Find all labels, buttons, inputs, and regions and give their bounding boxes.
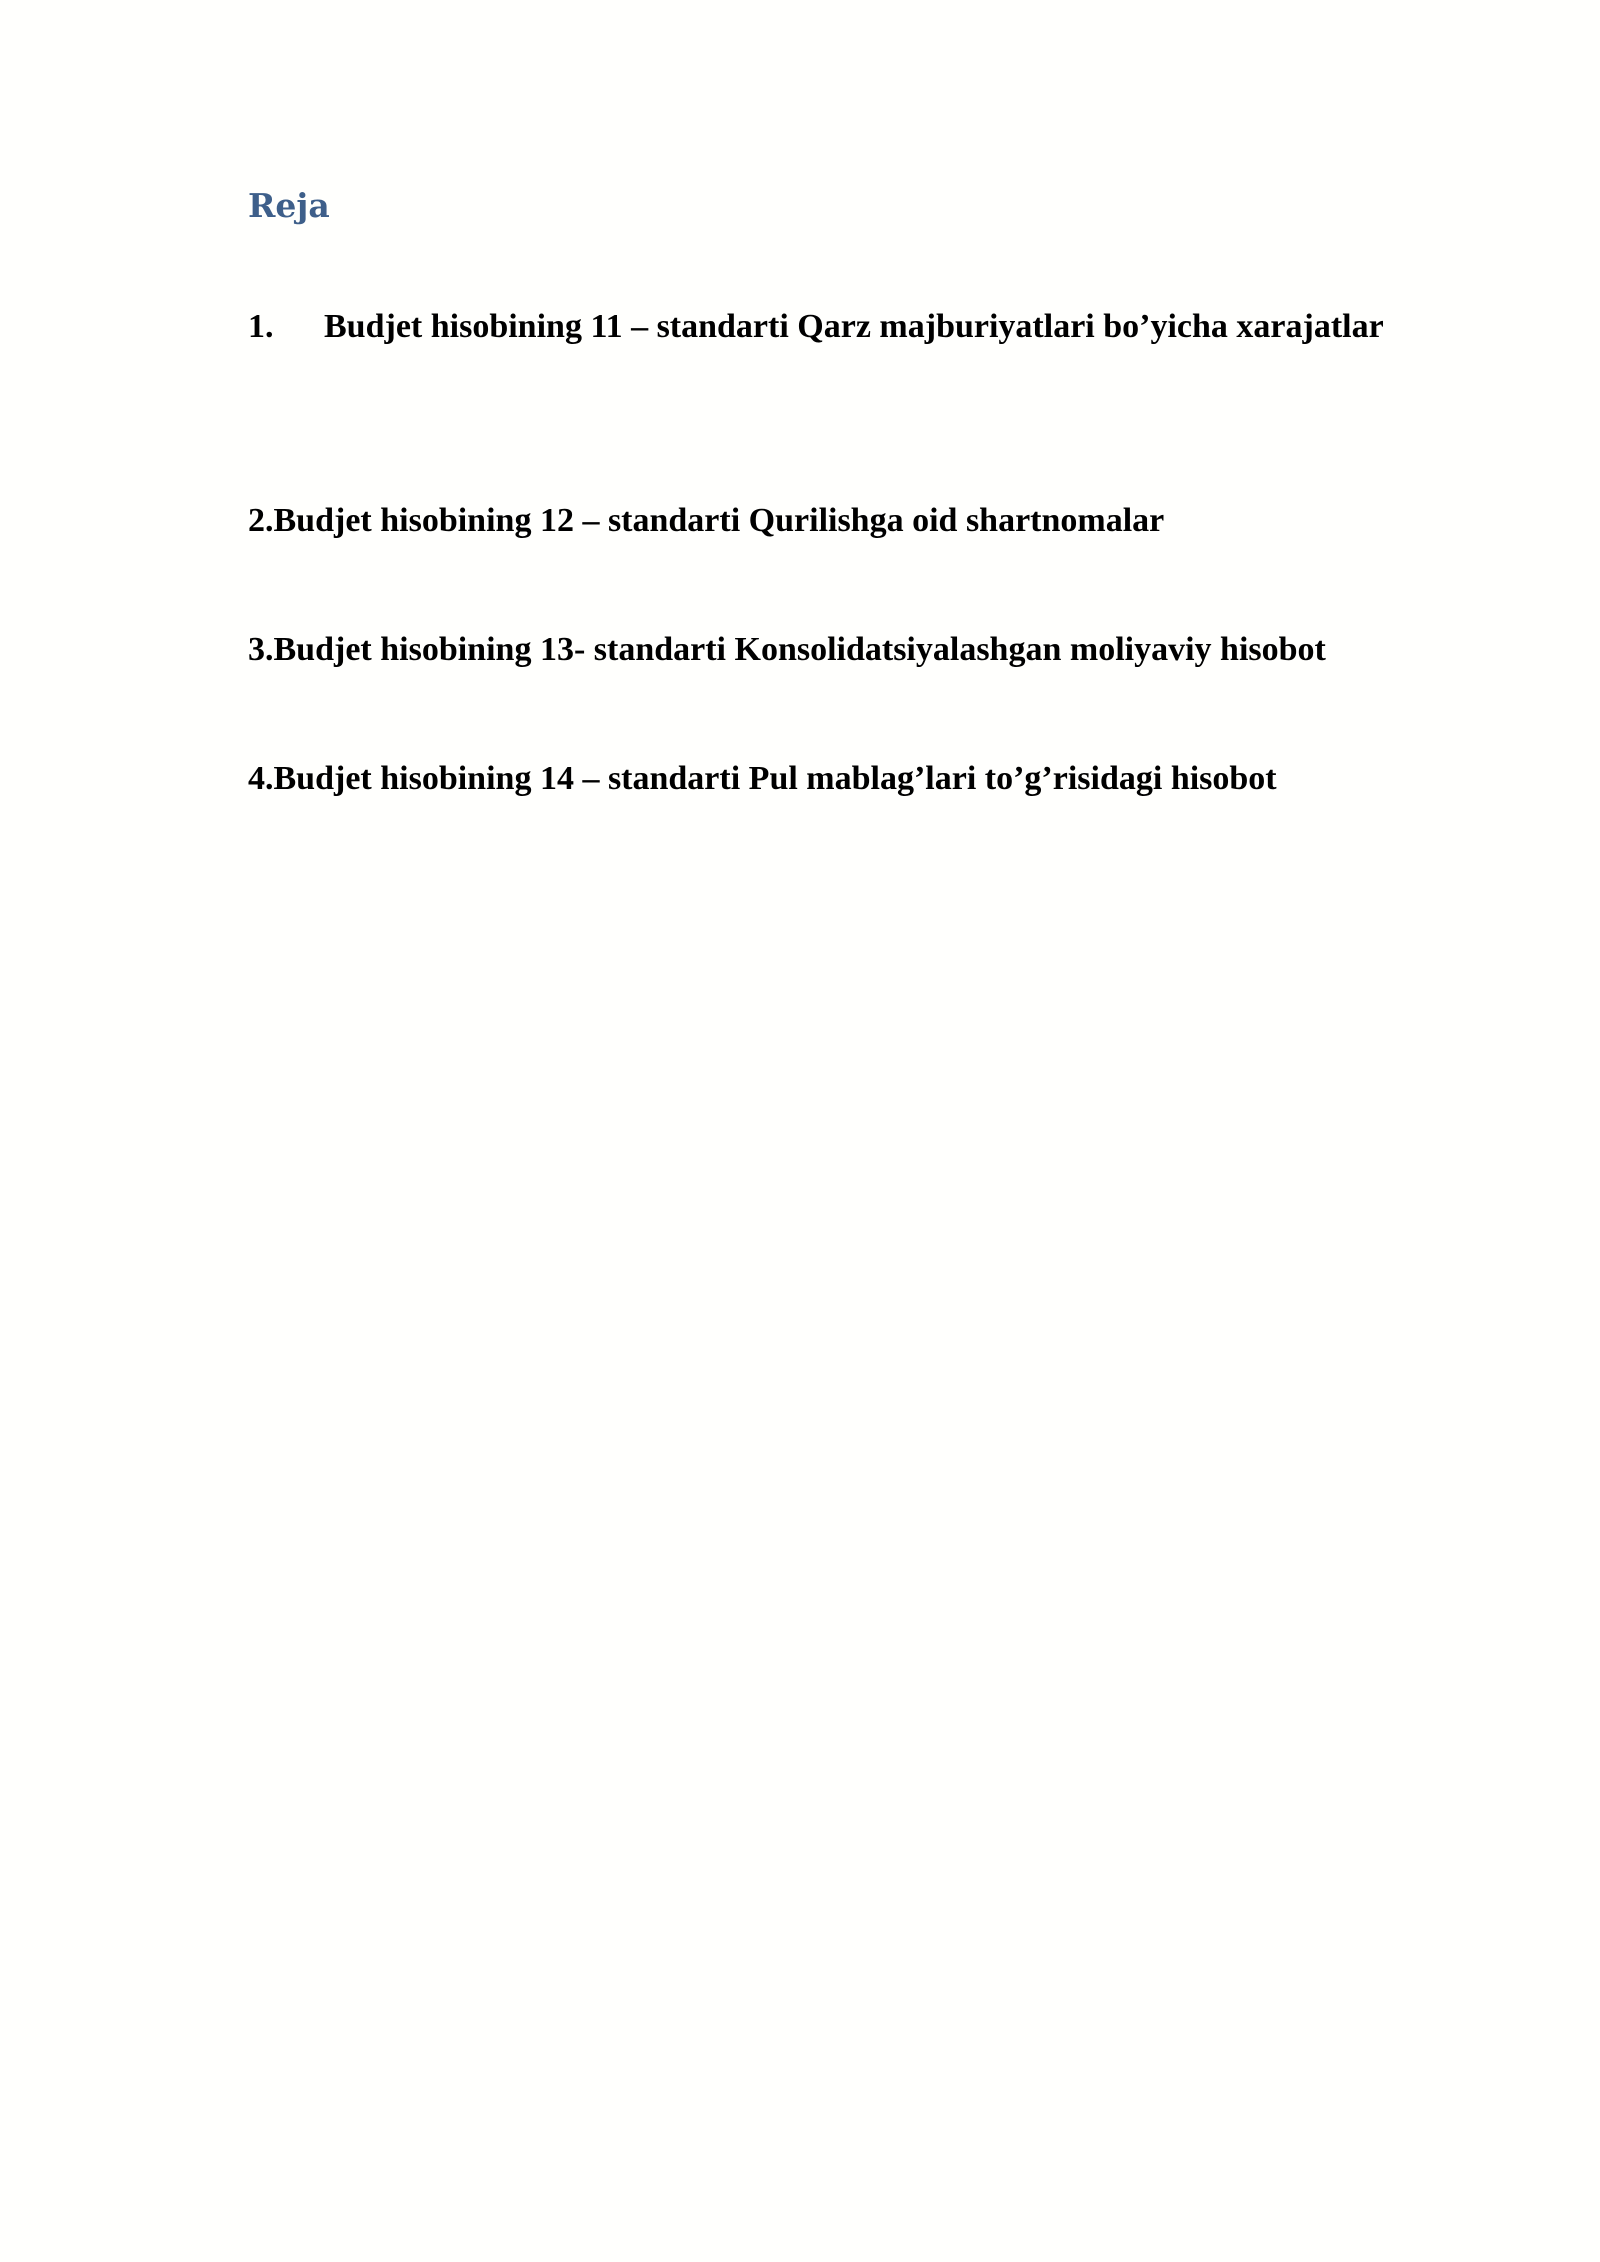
page-title: Reja [248,186,330,225]
list-item-1-text: Budjet hisobining 11 – standarti Qarz majburiyatlari bo’yicha xarajatlar [324,308,1384,345]
list-item-2: 2.Budjet hisobining 12 – standarti Qurilishga oid shartnomalar [248,502,1165,539]
list-item-3: 3.Budjet hisobining 13- standarti Konsolidatsiyalashgan moliyaviy hisobot [248,631,1326,668]
list-item-1-number: 1. [248,308,274,345]
list-item-4: 4.Budjet hisobining 14 – standarti Pul mablag’lari to’g’risidagi hisobot [248,760,1277,797]
list-item-1 [152,295,1484,359]
